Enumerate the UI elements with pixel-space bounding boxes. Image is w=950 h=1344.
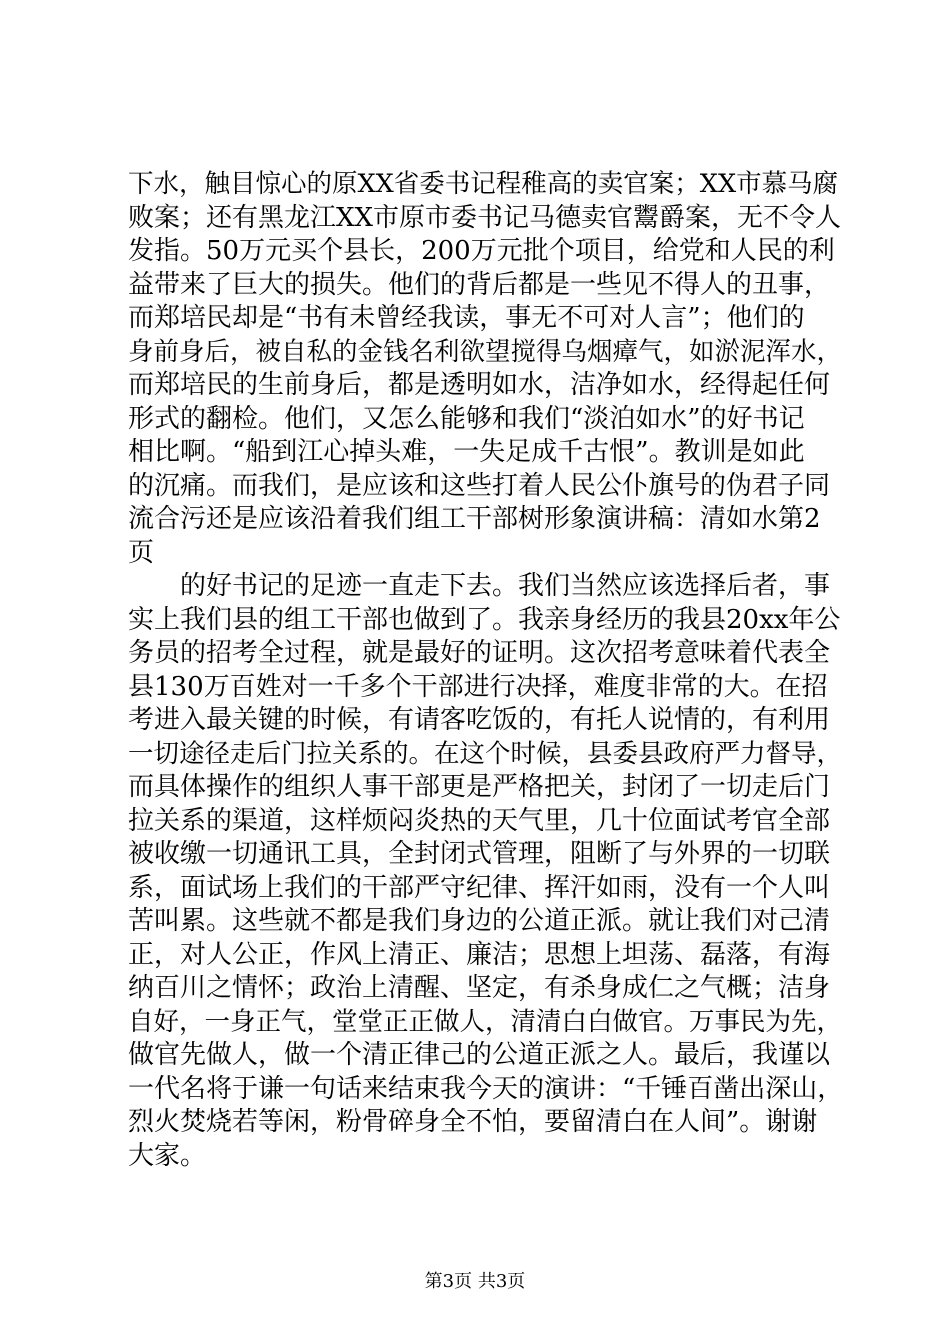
document-body xyxy=(128,168,848,1173)
text-line: 正，对人公正，作风上清正、廉洁；思想上坦荡、磊落，有海 xyxy=(128,939,831,970)
text-line: 一代名将于谦一句话来结束我今天的演讲：“千锤百凿出深山， xyxy=(128,1073,844,1104)
text-line: 考进入最关键的时候，有请客吃饭的，有托人说情的，有利用 xyxy=(128,705,831,735)
text-line: 发指。50万元买个县长，200万元批个项目，给党和人民的利 xyxy=(128,236,835,266)
text-line: 而郑培民的生前身后，都是透明如水，洁净如水，经得起任何 xyxy=(128,370,831,400)
text-line: 流合污还是应该沿着我们组工干部树形象演讲稿：清如水第2 xyxy=(128,504,821,534)
text-line: 苦叫累。这些就不都是我们身边的公道正派。就让我们对己清 xyxy=(128,906,831,936)
text-line: 身前身后，被自私的金钱名利欲望搅得乌烟瘴气，如淤泥浑水， xyxy=(128,336,843,367)
text-line: 下水，触目惊心的原XX省委书记程稚高的卖官案；XX市慕马腐 xyxy=(128,169,839,199)
text-line: 相比啊。“船到江心掉头难，一失足成千古恨”。教训是如此 xyxy=(128,437,805,467)
text-line: 而具体操作的组织人事干部更是严格把关，封闭了一切走后门 xyxy=(128,772,831,802)
text-line: 自好，一身正气，堂堂正正做人，清清白白做官。万事民为先， xyxy=(128,1006,843,1037)
text-line: 纳百川之情怀；政治上清醒、坚定，有杀身成仁之气概；洁身 xyxy=(128,973,831,1003)
text-line: 大家。 xyxy=(128,1140,207,1171)
text-line: 烈火焚烧若等闲，粉骨碎身全不怕，要留清白在人间”。谢谢 xyxy=(128,1107,818,1137)
text-line: 做官先做人，做一个清正律己的公道正派之人。最后，我谨以 xyxy=(128,1040,831,1070)
text-line: 务员的招考全过程，就是最好的证明。这次招考意味着代表全 xyxy=(128,638,831,668)
text-line: 败案；还有黑龙江XX市原市委书记马德卖官鬻爵案，无不令人 xyxy=(128,202,842,233)
page-footer: 第3页 共3页 xyxy=(424,1271,526,1292)
text-line: 的沉痛。而我们，是应该和这些打着人民公仆旗号的伪君子同 xyxy=(128,470,831,501)
text-line: 县130万百姓对一千多个干部进行决择，难度非常的大。在招 xyxy=(128,671,828,702)
text-line: 形式的翻检。他们，又怎么能够和我们“淡泊如水”的好书记 xyxy=(128,403,805,434)
text-line: 被收缴一切通讯工具，全封闭式管理，阻断了与外界的一切联 xyxy=(128,839,831,869)
text-line: 而郑培民却是“书有未曾经我读，事无不可对人言”；他们的 xyxy=(128,303,805,333)
text-line: 系，面试场上我们的干部严守纪律、挥汗如雨，没有一个人叫 xyxy=(128,872,831,903)
paragraph-start-line: 的好书记的足迹一直走下去。我们当然应该选择后者，事 xyxy=(180,571,831,601)
text-line: 页 xyxy=(128,537,155,568)
text-line: 拉关系的渠道，这样烦闷炎热的天气里，几十位面试考官全部 xyxy=(128,805,831,836)
text-line: 益带来了巨大的损失。他们的背后都是一些见不得人的丑事， xyxy=(128,269,831,300)
text-line: 一切途径走后门拉关系的。在这个时候，县委县政府严力督导， xyxy=(128,738,843,769)
text-line: 实上我们县的组工干部也做到了。我亲身经历的我县20xx年公 xyxy=(128,604,841,635)
